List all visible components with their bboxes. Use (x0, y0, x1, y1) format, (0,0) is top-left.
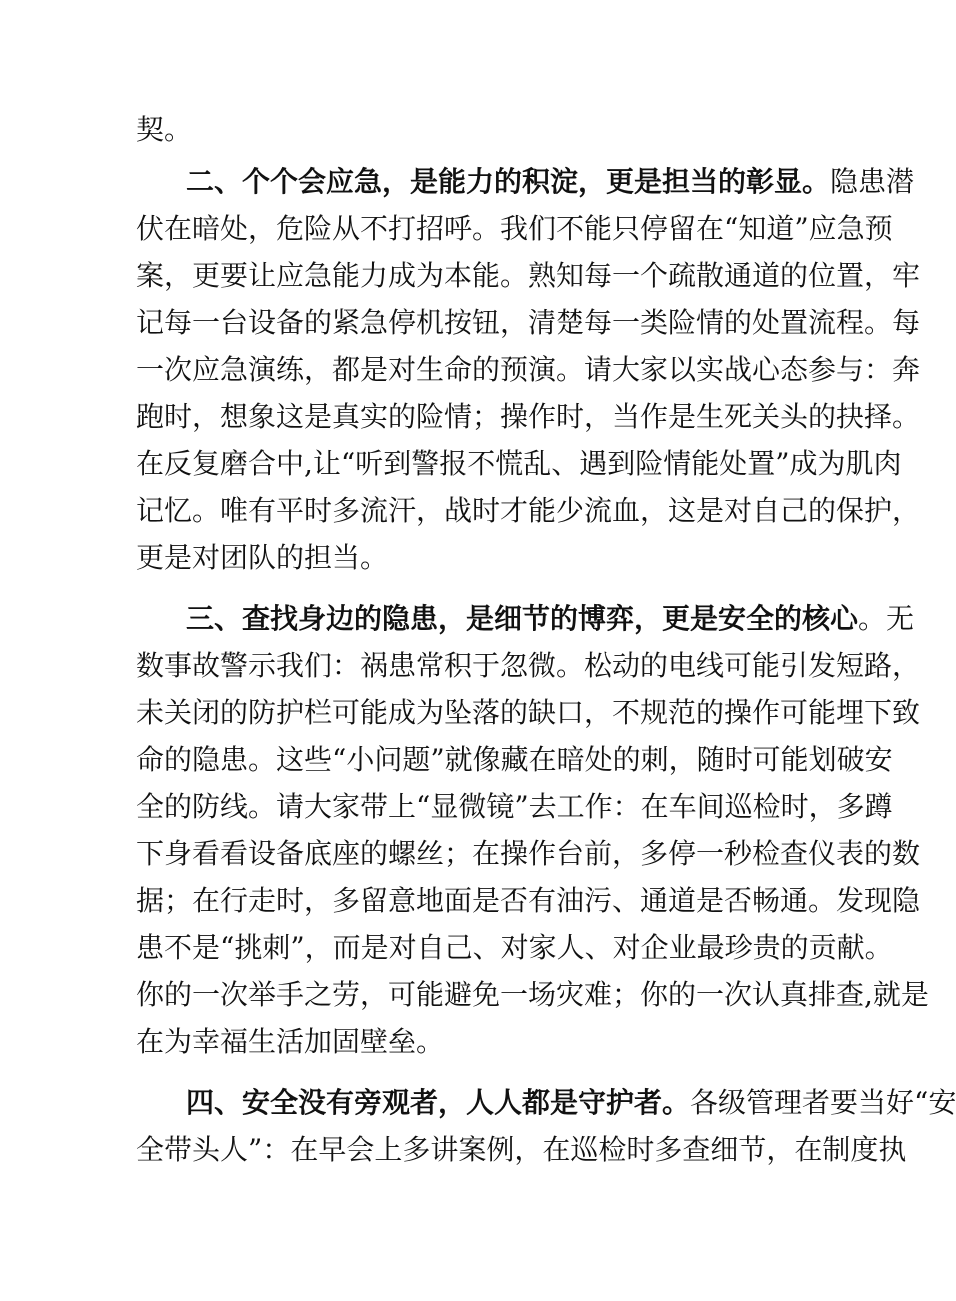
line-text: 各级管理者要当好“安 (690, 1086, 956, 1119)
text-line (136, 444, 902, 484)
text-line (136, 928, 893, 968)
line-text: 据；在行走时，多留意地面是否有油污、通道是否畅通。发现隐 (136, 884, 921, 917)
line-text: 跑时，想象这是真实的险情；操作时，当作是生死关头的抉择。 (136, 400, 921, 433)
line-text: 伏在暗处，危险从不打招呼。我们不能只停留在“知道”应急预 (136, 212, 893, 245)
text-line (136, 740, 893, 780)
line-text: 记忆。唯有平时多流汗，战时才能少流血，这是对自己的保护， (136, 494, 921, 527)
text-line (136, 209, 893, 249)
heading-line-3 (186, 599, 915, 639)
line-text: 命的隐患。这些“小问题”就像藏在暗处的刺，随时可能划破安 (136, 743, 893, 776)
text-line (136, 397, 921, 437)
section-heading-4: 四、安全没有旁观者，人人都是守护者。 (186, 1086, 691, 1119)
text-line (136, 538, 796, 578)
line-text: 全带头人”：在早会上多讲案例，在巡检时多查细节，在制度执 (136, 1133, 907, 1166)
line-text: 全的防线。请大家带上“显微镜”去工作：在车间巡检时，多蹲 (136, 790, 893, 823)
text-line (136, 110, 796, 150)
text-line (136, 1130, 907, 1170)
line-text: 一次应急演练，都是对生命的预演。请大家以实战心态参与：奔 (136, 353, 921, 386)
text-line (136, 693, 921, 733)
line-text: 在为幸福生活加固壁垒。 (136, 1025, 445, 1058)
text-line (136, 646, 921, 686)
heading-line-2 (186, 162, 915, 202)
line-text: 。无 (858, 602, 915, 635)
line-text: 记每一台设备的紧急停机按钮，清楚每一类险情的处置流程。每 (136, 306, 921, 339)
line-text: 数事故警示我们：祸患常积于忽微。松动的电线可能引发短路， (136, 649, 921, 682)
section-heading-3: 三、查找身边的隐患，是细节的博弈，更是安全的核心 (186, 602, 859, 635)
line-text: 隐患潜 (830, 165, 915, 198)
text-line (136, 491, 921, 531)
text-line (136, 787, 893, 827)
line-text: 你的一次举手之劳，可能避免一场灾难；你的一次认真排查,就是 (136, 978, 929, 1011)
text-line (136, 256, 921, 296)
line-text: 案，更要让应急能力成为本能。熟知每一个疏散通道的位置，牢 (136, 259, 921, 292)
line-text: 契。 (136, 113, 193, 146)
text-line (136, 975, 929, 1015)
text-line (136, 303, 921, 343)
text-line (136, 834, 921, 874)
line-text: 更是对团队的担当。 (136, 541, 389, 574)
line-text: 患不是“挑刺”，而是对自己、对家人、对企业最珍贵的贡献。 (136, 931, 893, 964)
line-text: 在反复磨合中,让“听到警报不慌乱、遇到险情能处置”成为肌肉 (136, 447, 902, 480)
line-text: 未关闭的防护栏可能成为坠落的缺口，不规范的操作可能埋下致 (136, 696, 921, 729)
text-line (136, 881, 921, 921)
section-heading-2: 二、个个会应急，是能力的积淀，更是担当的彰显。 (186, 165, 831, 198)
line-text: 下身看看设备底座的螺丝；在操作台前，多停一秒检查仪表的数 (136, 837, 921, 870)
text-line (136, 1022, 796, 1062)
text-line (136, 350, 921, 390)
heading-line-4 (186, 1083, 956, 1123)
